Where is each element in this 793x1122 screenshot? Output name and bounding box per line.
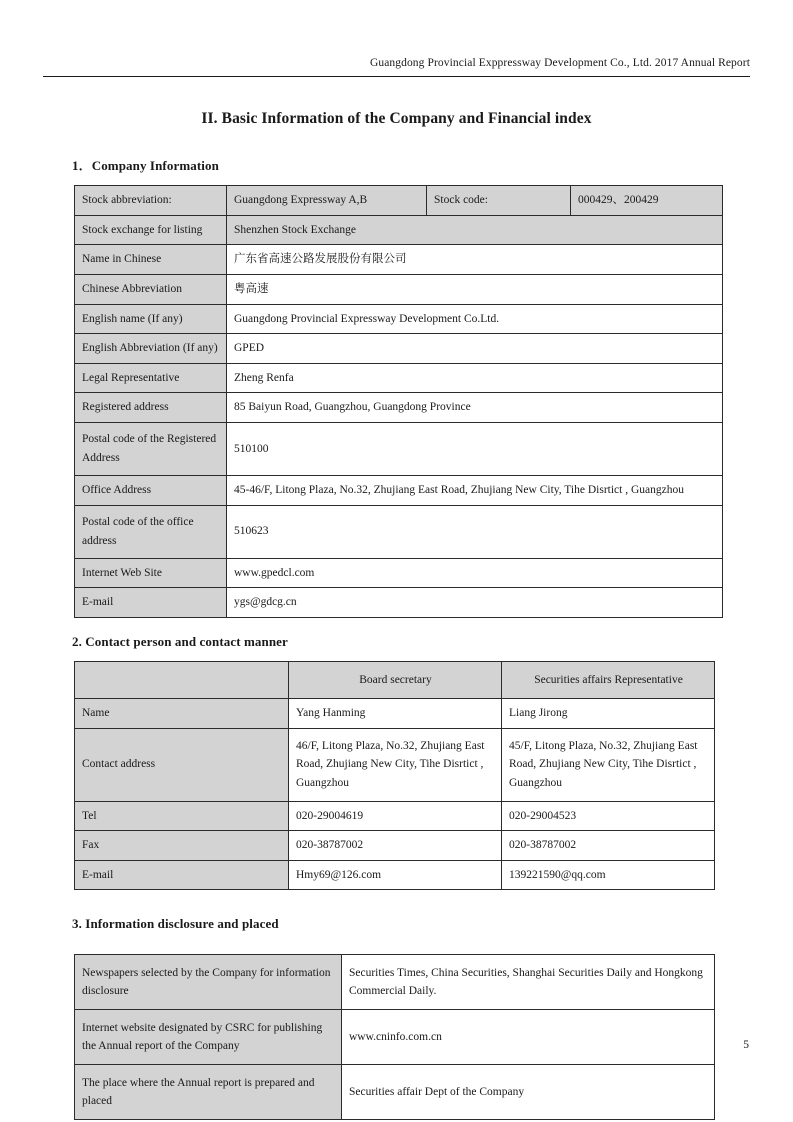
table-row [75, 698, 715, 728]
row-label: Chinese Abbreviation [75, 274, 227, 304]
running-header: Guangdong Provincial Exppressway Development Co., Ltd. 2017 Annual Report [369, 57, 750, 69]
table-row [75, 505, 723, 558]
table-row [75, 860, 715, 890]
row-value: ygs@gdcg.cn [227, 588, 723, 618]
row-value: Zheng Renfa [227, 363, 723, 393]
row-label: Fax [75, 831, 289, 861]
table-row [75, 423, 723, 476]
document-content [43, 96, 750, 1120]
row-label: Name [75, 698, 289, 728]
column-header-securities-rep: Securities affairs Representative [502, 661, 715, 698]
page-title: II. Basic Information of the Company and Financial index [201, 110, 592, 127]
table-row [75, 1010, 715, 1065]
table-row [75, 304, 723, 334]
row-value-board-secretary: Hmy69@126.com [289, 860, 502, 890]
row-value: 45-46/F, Litong Plaza, No.32, Zhujiang East Road, Zhujiang New City, Tihe Disrtict , Guangzhou [227, 476, 723, 506]
table-row [75, 801, 715, 831]
row-value: 广东省高速公路发展股份有限公司 [227, 245, 723, 275]
row-value-securities-rep: Liang Jirong [502, 698, 715, 728]
row-label: Name in Chinese [75, 245, 227, 275]
table-row [75, 558, 723, 588]
table-row [75, 186, 723, 216]
table-row [75, 831, 715, 861]
row-value: www.cninfo.com.cn [342, 1010, 715, 1065]
row-label: Postal code of the Registered Address [75, 423, 227, 476]
table-row [75, 955, 715, 1010]
row-value: Guangdong Provincial Expressway Development Co.Ltd. [227, 304, 723, 334]
row-label: The place where the Annual report is prepared and placed [75, 1065, 342, 1120]
row-label: English Abbreviation (If any) [75, 334, 227, 364]
row-value: www.gpedcl.com [227, 558, 723, 588]
column-header-blank [75, 661, 289, 698]
disclosure-table [74, 954, 715, 1120]
row-value-securities-rep: 139221590@qq.com [502, 860, 715, 890]
row-value-board-secretary: Yang Hanming [289, 698, 502, 728]
row-value: Guangdong Expressway A,B [227, 186, 427, 216]
row-label: Contact address [75, 728, 289, 801]
company-information-table [74, 185, 723, 618]
contact-table [74, 661, 715, 891]
table-row [75, 1065, 715, 1120]
row-label: E-mail [75, 588, 227, 618]
row-value-securities-rep: 45/F, Litong Plaza, No.32, Zhujiang East Road, Zhujiang New City, Tihe Disrtict , Guangzhou [502, 728, 715, 801]
table-row [75, 274, 723, 304]
table-row [75, 728, 715, 801]
row-value-board-secretary: 020-29004619 [289, 801, 502, 831]
column-header-board-secretary: Board secretary [289, 661, 502, 698]
section-heading-company-information: 1．Company Information [72, 158, 219, 173]
table-header-row [75, 661, 715, 698]
row-value: 510100 [227, 423, 723, 476]
table-row [75, 476, 723, 506]
section-heading-contact: 2. Contact person and contact manner [72, 633, 288, 649]
table-row [75, 215, 723, 245]
row-label: Registered address [75, 393, 227, 423]
header-rule [43, 76, 750, 77]
row-label: Newspapers selected by the Company for information disclosure [75, 955, 342, 1010]
row-label: Stock abbreviation: [75, 186, 227, 216]
row-value: Shenzhen Stock Exchange [227, 215, 723, 245]
row-label: Office Address [75, 476, 227, 506]
table-row [75, 588, 723, 618]
row-label: English name (If any) [75, 304, 227, 334]
row-value: Securities Times, China Securities, Shanghai Securities Daily and Hongkong Commercial Daily. [342, 955, 715, 1010]
table-row [75, 363, 723, 393]
row-label: Legal Representative [75, 363, 227, 393]
row-value: GPED [227, 334, 723, 364]
row-value: Securities affair Dept of the Company [342, 1065, 715, 1120]
row-label: Stock exchange for listing [75, 215, 227, 245]
page-number: 5 [743, 1039, 749, 1051]
row-value-securities-rep: 020-38787002 [502, 831, 715, 861]
row-label: Tel [75, 801, 289, 831]
row-value: 510623 [227, 505, 723, 558]
table-row [75, 393, 723, 423]
table-row [75, 334, 723, 364]
row-label: Postal code of the office address [75, 505, 227, 558]
row-label: E-mail [75, 860, 289, 890]
row-value: 粤高速 [227, 274, 723, 304]
row-label: Internet Web Site [75, 558, 227, 588]
table-row [75, 245, 723, 275]
section-heading-disclosure: 3. Information disclosure and placed [72, 916, 279, 932]
row-value-securities-rep: 020-29004523 [502, 801, 715, 831]
row-value-secondary: 000429、200429 [571, 186, 723, 216]
row-value: 85 Baiyun Road, Guangzhou, Guangdong Province [227, 393, 723, 423]
row-label: Internet website designated by CSRC for publishing the Annual report of the Company [75, 1010, 342, 1065]
row-label-secondary: Stock code: [427, 186, 571, 216]
row-value-board-secretary: 020-38787002 [289, 831, 502, 861]
row-value-board-secretary: 46/F, Litong Plaza, No.32, Zhujiang East Road, Zhujiang New City, Tihe Disrtict , Guangzhou [289, 728, 502, 801]
